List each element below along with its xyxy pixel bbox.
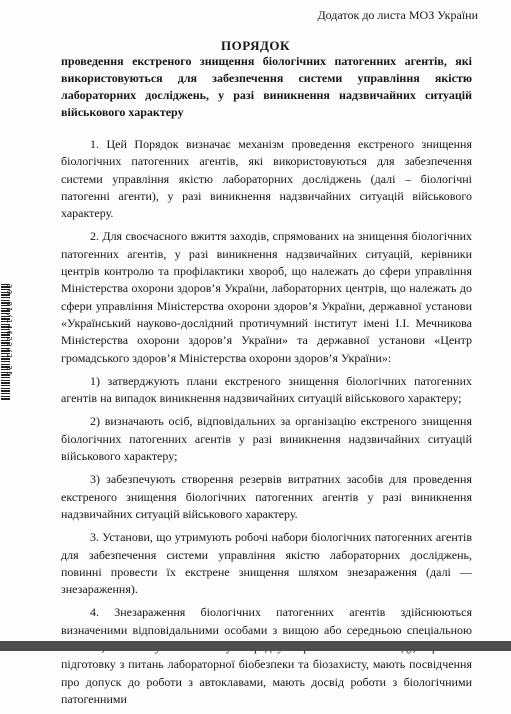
- paragraph-3: 3. Установи, що утримують робочі набори біологічних патогенних агентів для забезпечення системи управління якістю лабораторних досліджень, повинні провести їх екстрене знищення шляхом знезараження (далі — знезараження).: [61, 530, 472, 597]
- paragraph-4: 4. Знезараження біологічних патогенних агентів здійснюються визначеними відповідальними особами з вищою або середньою спеціальною підготовку з питань лабораторної біобезпеки та біозахисту, мають посвідчення про допуск до роботи з автоклавами, мають досвід роботи з біологічними патогенними: [61, 605, 472, 706]
- barcode-text: 30-01/14622/2-25: [5, 284, 13, 378]
- document-title: ПОРЯДОК: [221, 38, 290, 53]
- list-item-3: 3) забезпечують створення резервів витратних засобів для проведення екстреного знищення біологічних патогенних агентів у разі виникнення надзвичайних ситуацій військового характеру.: [61, 472, 472, 521]
- viewer-bottom-bar: [0, 641, 511, 651]
- appendix-note: Додаток до листа МОЗ України: [317, 8, 478, 22]
- document-body: [61, 136, 472, 714]
- paragraph-2: 2. Для своєчасного вжиття заходів, спрямованих на знищення біологічних патогенних агентів, у разі виникнення надзвичайних ситуацій, керівники центрів контролю та профілактики хвороб, що належать до сфери управління Міністерства охорони здоров’я України, лабораторних центрів, що належать до сфери управління Міністерства охорони здоров’я України, державної установи «Український науково-дослідний протичумний інститут імені І.І. Мечникова Міністерства охорони здоров’я України» та державної установи «Центр громадського здоров’я Міністерства охорони здоров’я України»:: [61, 229, 472, 365]
- paragraph-1: 1. Цей Порядок визначає механізм проведення екстреного знищення біологічних патогенних агентів, які використовуються для забезпечення системи управління якістю лабораторних досліджень (далі – біологічні патогенні агенти), у разі виникнення надзвичайних ситуацій військового характеру.: [61, 137, 472, 221]
- document-subtitle: проведення екстреного знищення біологічних патогенних агентів, які використовуються для забезпечення системи управління якістю лабораторних досліджень, у разі виникнення надзвичайних ситуацій військового характеру: [61, 54, 472, 119]
- list-item-2: 2) визначають осіб, відповідальних за організацію екстреного знищення біологічних патогенних агентів у разі виникнення надзвичайних ситуацій військового характеру;: [61, 414, 472, 464]
- list-item-1: 1) затверджують плани екстреного знищення біологічних патогенних агентів на випадок виникнення надзвичайних ситуацій військового характеру;: [61, 373, 472, 406]
- barcode-stamp: [1, 284, 14, 401]
